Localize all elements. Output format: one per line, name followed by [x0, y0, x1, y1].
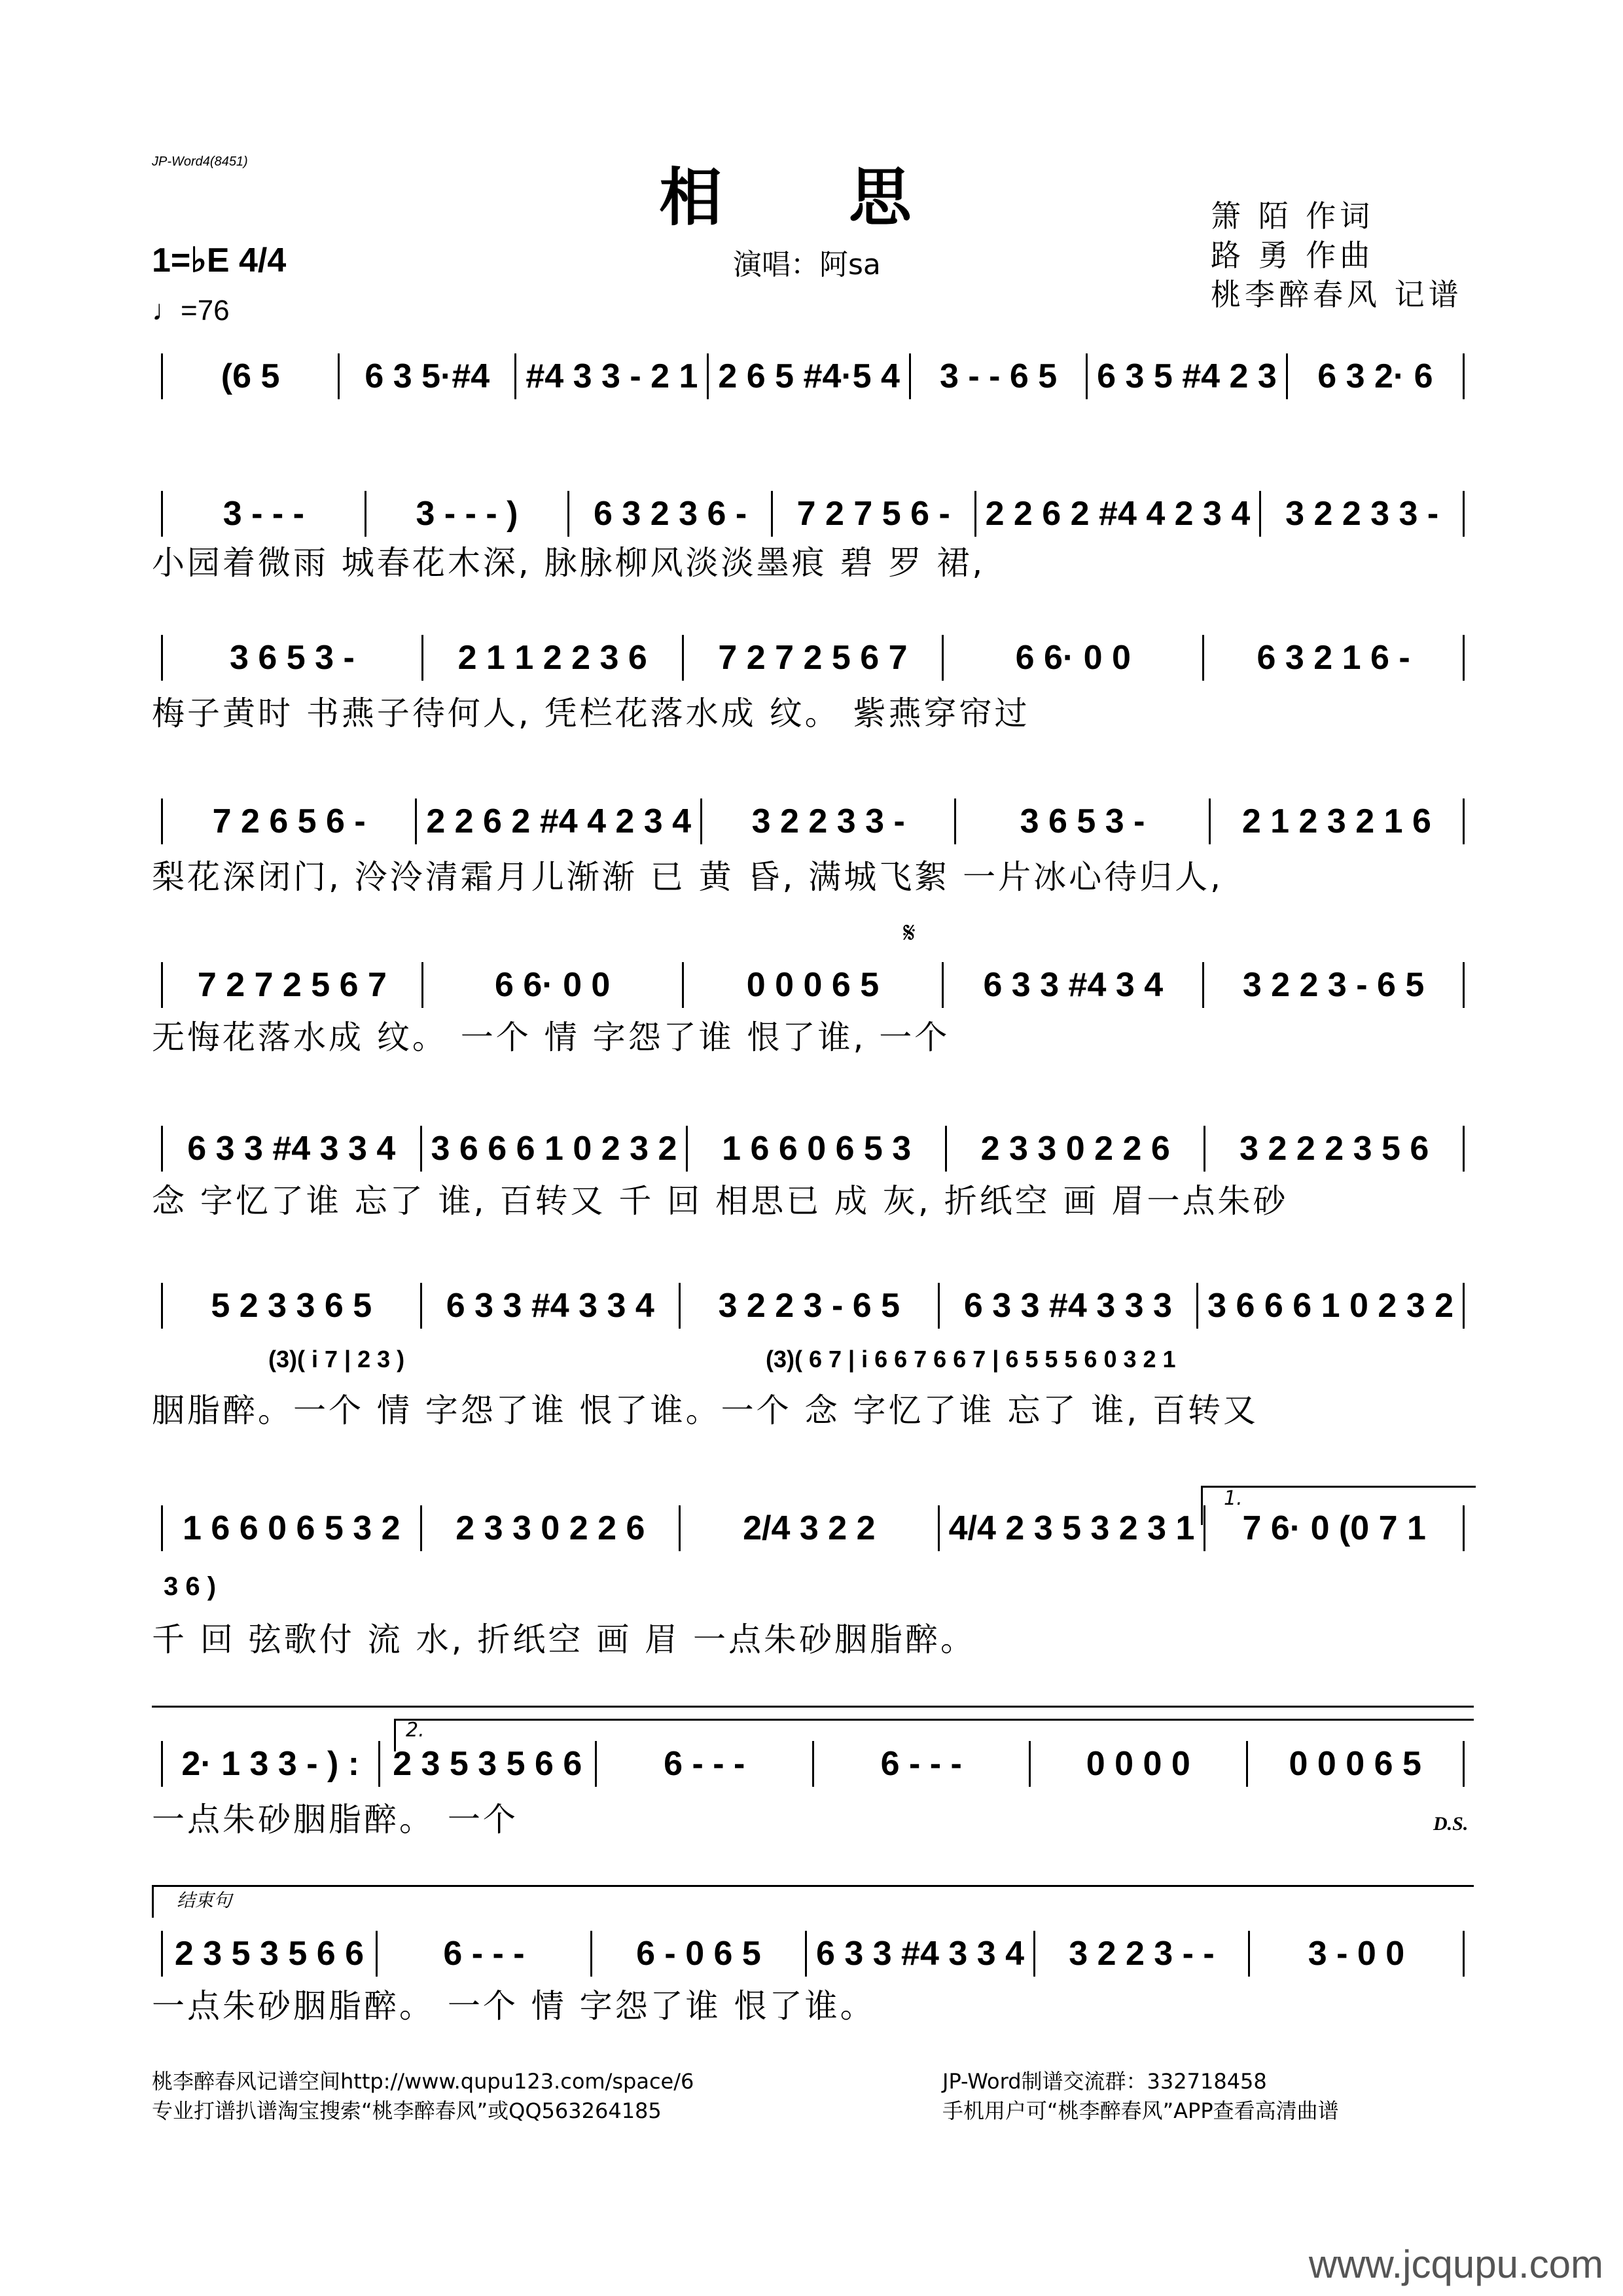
footer-left-2: 专业打谱扒谱淘宝搜索“桃李醉春风”或QQ563264185 [152, 2098, 662, 2123]
barline [161, 1931, 163, 1977]
key-signature: 1=♭E 4/4 [152, 242, 287, 279]
tempo-mark: ♩=76 [152, 295, 230, 327]
measure: 3 - - - [223, 495, 304, 533]
barline [161, 1505, 163, 1551]
barline [161, 1741, 163, 1787]
measure: 6 - - - [880, 1745, 962, 1783]
barline [567, 491, 569, 537]
measure: 6 6· 0 0 [1015, 639, 1131, 677]
volta2-edge [394, 1719, 396, 1751]
barline [514, 353, 516, 399]
barline [415, 798, 417, 844]
barline [421, 635, 423, 681]
measure: 6 - - - [443, 1935, 525, 1973]
barline [161, 353, 163, 399]
barline [376, 1931, 378, 1977]
barline [771, 491, 773, 537]
barline [942, 635, 944, 681]
barline [365, 491, 366, 537]
ending-label: 结束句 [177, 1890, 232, 1911]
volta1-label: 1. [1224, 1487, 1243, 1510]
measure: 0 0 0 6 5 [1289, 1745, 1421, 1783]
barline [161, 1283, 163, 1329]
measure: 2 3 5 3 5 6 6 [393, 1745, 582, 1783]
measure: 3 2 2 3 3 - [1285, 495, 1439, 533]
subnotes-c: 3 6 ) [164, 1572, 217, 1601]
measure: 3 6 6 6 1 0 2 3 2 [431, 1130, 677, 1168]
barline [1463, 1126, 1465, 1172]
measure: 7 2 7 5 6 - [796, 495, 950, 533]
lyric-line: 小园着微雨 城春花木深, 脉脉柳风淡淡墨痕 碧 罗 裙, [152, 544, 986, 582]
footer-left-1: 桃李醉春风记谱空间http://www.qupu123.com/space/6 [152, 2069, 694, 2094]
barline [1463, 962, 1465, 1008]
measure: 2· 1 3 3 - ) : [181, 1745, 360, 1783]
transcriber-label: 桃李醉春风 记谱 [1211, 277, 1463, 312]
barline [590, 1931, 592, 1977]
barline [707, 353, 709, 399]
volta2-label: 2. [406, 1719, 425, 1742]
page-title: 相 思 [659, 161, 964, 234]
measure: 6 3 3 #4 3 3 4 [815, 1935, 1024, 1973]
ending-bracket [152, 1885, 1474, 1887]
measure: 3 2 2 3 3 - [751, 802, 905, 840]
note-line [152, 353, 1474, 399]
measure: 6 3 5 #4 2 3 [1097, 357, 1277, 395]
barline [420, 1505, 422, 1551]
barline [938, 1505, 940, 1551]
note-line [152, 1283, 1474, 1329]
measure: 2/4 3 2 2 [743, 1509, 876, 1547]
barline [1463, 491, 1465, 537]
barline [161, 798, 163, 844]
barline [1202, 962, 1204, 1008]
barline [1202, 635, 1204, 681]
barline [378, 1741, 380, 1787]
note-line [152, 491, 1474, 537]
note-line [152, 1931, 1474, 1977]
barline [1463, 1283, 1465, 1329]
measure: 5 2 3 3 6 5 [211, 1287, 372, 1325]
ending-edge [152, 1885, 154, 1918]
ds-mark: D.S. [1433, 1813, 1469, 1835]
composer-label: 路 勇 作曲 [1211, 238, 1374, 273]
lyric-line: 梅子黄时 书燕子待何人, 凭栏花落水成 纹。 紫燕穿帘过 [152, 694, 1030, 732]
measure: 3 6 6 6 1 0 2 3 2 [1207, 1287, 1454, 1325]
measure: 3 - - 6 5 [939, 357, 1058, 395]
measure: 7 2 7 2 5 6 7 [197, 966, 387, 1004]
barline [805, 1931, 807, 1977]
lyric-line: 胭脂醉。一个 情 字怨了谁 恨了谁。一个 念 字忆了谁 忘了 谁, 百转又 [152, 1391, 1259, 1429]
note-line [152, 1126, 1474, 1172]
barline [1209, 798, 1211, 844]
barline [1196, 1283, 1198, 1329]
barline [595, 1741, 597, 1787]
barline [945, 1126, 947, 1172]
measure: 3 6 5 3 - [230, 639, 355, 677]
subnotes-a: (3)( i 7 | 2 3 ) [268, 1346, 405, 1372]
barline [338, 353, 340, 399]
measure: 3 2 2 3 - 6 5 [1242, 966, 1425, 1004]
note-line [152, 798, 1474, 844]
barline [679, 1283, 681, 1329]
measure: 2 6 5 #4·5 4 [718, 357, 900, 395]
measure: 3 6 5 3 - [1020, 802, 1145, 840]
barline [1463, 1931, 1465, 1977]
barline [161, 1126, 163, 1172]
measure: 3 - - - ) [416, 495, 518, 533]
measure: 2 1 2 3 2 1 6 [1241, 802, 1431, 840]
lyricist-label: 箫 陌 作词 [1211, 198, 1374, 234]
barline [954, 798, 956, 844]
barline [1463, 1741, 1465, 1787]
barline [679, 1505, 681, 1551]
barline [1259, 491, 1261, 537]
volta1-edge [1201, 1486, 1203, 1525]
measure: 6 - - - [664, 1745, 745, 1783]
measure: 6 3 3 #4 3 4 [983, 966, 1164, 1004]
note-line [152, 962, 1474, 1008]
singer-label: 演唱：阿sa [733, 248, 881, 281]
barline [1286, 353, 1288, 399]
measure: 6 6· 0 0 [495, 966, 611, 1004]
measure: 6 3 3 #4 3 3 4 [446, 1287, 654, 1325]
measure: 6 - 0 6 5 [636, 1935, 761, 1973]
barline [1204, 1505, 1205, 1551]
measure: 1 6 6 0 6 5 3 2 [183, 1509, 401, 1547]
measure: 0 0 0 0 [1086, 1745, 1190, 1783]
barline [420, 1283, 422, 1329]
measure: 1 6 6 0 6 5 3 [722, 1130, 912, 1168]
measure: 0 0 0 6 5 [746, 966, 880, 1004]
measure: 2 2 6 2 #4 4 2 3 4 [985, 495, 1251, 533]
credits [1211, 196, 1463, 314]
barline [421, 962, 423, 1008]
measure: 2 1 1 2 2 3 6 [457, 639, 647, 677]
barline [682, 962, 684, 1008]
barline [161, 962, 163, 1008]
footer-right-1: JP-Word制谱交流群：332718458 [942, 2069, 1267, 2094]
barline [1029, 1741, 1031, 1787]
barline [161, 491, 163, 537]
note-line [152, 635, 1474, 681]
measure: 7 2 6 5 6 - [212, 802, 366, 840]
measure: (6 5 [221, 357, 280, 395]
measure: 3 - 0 0 [1308, 1935, 1405, 1973]
barline [974, 491, 976, 537]
barline [1463, 798, 1465, 844]
barline [1463, 635, 1465, 681]
measure: 2 2 6 2 #4 4 2 3 4 [426, 802, 692, 840]
lyric-line: 无悔花落水成 纹。 一个 情 字怨了谁 恨了谁, 一个 [152, 1018, 950, 1056]
measure: 4/4 2 3 5 3 2 3 1 [948, 1509, 1195, 1547]
measure: #4 3 3 - 2 1 [526, 357, 698, 395]
segno-mark: 𝄋 [903, 916, 916, 950]
software-label: JP-Word4(8451) [152, 154, 248, 169]
measure: 2 3 3 0 2 2 6 [980, 1130, 1170, 1168]
volta-top-line [152, 1706, 1474, 1708]
barline [1248, 1931, 1250, 1977]
measure: 6 3 5·#4 [365, 357, 490, 395]
barline [1463, 1505, 1465, 1551]
measure: 7 2 7 2 5 6 7 [718, 639, 908, 677]
barline [942, 962, 944, 1008]
note-line [152, 1505, 1474, 1551]
measure: 2 3 5 3 5 6 6 [174, 1935, 365, 1973]
barline [161, 635, 163, 681]
measure: 6 3 3 #4 3 3 3 [963, 1287, 1172, 1325]
barline [682, 635, 684, 681]
barline [420, 1126, 422, 1172]
barline [909, 353, 911, 399]
barline [1246, 1741, 1248, 1787]
measure: 2 3 3 0 2 2 6 [455, 1509, 645, 1547]
measure: 3 2 2 3 - 6 5 [718, 1287, 901, 1325]
volta2-bracket [394, 1719, 1474, 1721]
watermark: www.jcqupu.com [1308, 2242, 1603, 2286]
measure: 3 2 2 2 3 5 6 [1240, 1130, 1429, 1168]
lyric-line: 一点朱砂胭脂醉。 一个 [152, 1801, 518, 1839]
barline [700, 798, 702, 844]
barline [686, 1126, 688, 1172]
lyric-line: 千 回 弦歌付 流 水, 折纸空 画 眉 一点朱砂胭脂醉。 [152, 1621, 976, 1659]
barline [1033, 1931, 1035, 1977]
barline [1463, 353, 1465, 399]
measure: 6 3 2 1 6 - [1257, 639, 1410, 677]
subnotes-b: (3)( 6 7 | i 6 6 7 6 6 7 | 6 5 5 5 6 0 3 2 1 [766, 1346, 1176, 1372]
measure: 6 3 3 #4 3 3 4 [187, 1130, 396, 1168]
barline [1204, 1126, 1205, 1172]
lyric-line: 念 字忆了谁 忘了 谁, 百转又 千 回 相思已 成 灰, 折纸空 画 眉一点朱砂 [152, 1182, 1289, 1220]
measure: 3 2 2 3 - - [1069, 1935, 1215, 1973]
lyric-line: 一点朱砂胭脂醉。 一个 情 字怨了谁 恨了谁。 [152, 1987, 876, 2025]
measure: 6 3 2 3 6 - [594, 495, 747, 533]
measure: 7 6· 0 (0 7 1 [1242, 1509, 1426, 1547]
barline [1086, 353, 1088, 399]
footer-right-2: 手机用户可“桃李醉春风”APP查看高清曲谱 [942, 2098, 1339, 2123]
lyric-line: 梨花深闭门, 泠泠清霜月儿渐渐 已 黄 昏, 满城飞絮 一片冰心待归人, [152, 858, 1224, 896]
barline [812, 1741, 814, 1787]
barline [938, 1283, 940, 1329]
measure: 6 3 2· 6 [1317, 357, 1433, 395]
note-line [152, 1741, 1474, 1787]
